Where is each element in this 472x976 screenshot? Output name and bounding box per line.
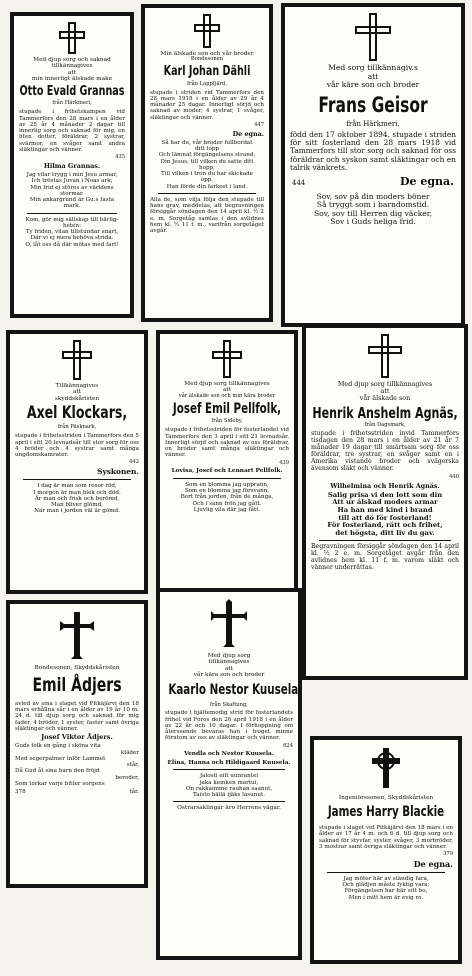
ornate-cross-icon — [57, 610, 97, 662]
notice-poem — [19, 172, 125, 210]
notice-header-line: Med djup sorg — [207, 653, 251, 659]
notice-intro: min innerligt älskade make — [31, 76, 113, 83]
poem-line: Med segerpalmer inför Lammet — [15, 755, 106, 762]
divider — [173, 801, 285, 802]
poem-line: tår. — [129, 789, 139, 796]
notice-number: 447 — [254, 121, 264, 128]
notice-signer: De egna. — [413, 858, 453, 869]
deceased-name: Henrik Anshelm Agnäs, — [312, 403, 458, 422]
notice-header-line: att — [367, 71, 379, 81]
poem-line: Min frid ej störes av världens — [30, 184, 114, 191]
notice-origin: från Dagsmark, — [364, 422, 406, 429]
notice-header-line: Med sorg tillkännagiv.s — [328, 63, 418, 72]
notice-header-line: vår kära son och broder — [193, 672, 265, 679]
poem-line: On rakkaimme rauhan saanut, — [185, 785, 273, 792]
notice-body: stupade i frihetsstriden för fosterlandet vid Tammerfors den 3 april i sitt 21 levnadsår. Innerligt sörjd och saknad av oss föräldrar, en broder samt många släktingar och vänner. — [165, 427, 289, 459]
notice-poem — [290, 193, 456, 227]
notice-signer: Vendla och Nestor Kuusela. — [184, 751, 274, 758]
divider — [27, 213, 117, 214]
poem-line: Förgängelsen har här sitt bo, — [344, 888, 428, 895]
death-notice-grannas — [10, 12, 134, 318]
notice-body: stupade i frihetskampen vid Tammerfors den 28 mars i en ålder av 25 år 4 månader 2 dagar till innerlig sorg och saknad för mig, en liten dotter, föräldrar, 2 systrar, svärmor, en svåger samt andra släktingar och vänner. — [19, 109, 125, 153]
poem-line: till att dö för fosterland! — [338, 513, 432, 522]
poem-line: Guds folk en gång i sköna vita — [15, 743, 101, 750]
poem-line: I dag är man som rosor röd, — [37, 483, 117, 490]
notice-header-line: att — [224, 665, 234, 672]
poem-line: Men i mitt hem är evig ro. — [348, 894, 424, 901]
notice-header-line: vår käre son och broder — [326, 80, 420, 89]
poem-line: Att ur älskad moders armar — [332, 498, 438, 507]
divider — [327, 872, 445, 873]
poem-line: ditt lopp — [195, 146, 219, 153]
notice-body: född den 17 oktober 1894, stupade i striden för sitt fosterland den 28 mars 1918 vid Tammerfors till stor sorg och saknad för oss föräldrar och syskon samt släktingar och en talrik vänkrets. — [290, 129, 456, 172]
notice-signer-2: Elina, Hanna och Hildigaard Kuusela. — [167, 759, 291, 766]
notice-footer: Begravningen försiggår söndagen den 14 april kl. ½ 2 e. m. Sorgetåget avgår från den avlidnes hem kl. 11 f. m. varom släkt och vänner underrättas. — [311, 543, 459, 572]
notice-poem — [19, 217, 125, 248]
cross-icon — [62, 340, 92, 380]
poem-line: jaka kemken martui, — [199, 779, 259, 786]
notice-header-line: Med djup sorg tillkännagives — [337, 380, 433, 388]
notice-footer: Alla de, som vilja följa den stupade till hans grav, meddelas, att begravningen försiggår söndagen den 14 april kl. ½ 2 e. m. Sorgetåg samlas i den avlidnes hem kl. ½ 11 f. m., varifrån sorgetåget avgår. — [150, 196, 264, 235]
notice-origin: från Skaftung, — [210, 701, 248, 708]
poem-line: Ty friden, vilan tillstundar snart, — [25, 229, 119, 236]
poem-line: Kom, gör mig sällskap till härlig- — [25, 216, 119, 223]
notice-header-line: tillkännagives — [51, 63, 93, 70]
death-notice-kuusela — [156, 588, 302, 960]
notice-origin: från Päsknark, — [57, 424, 97, 431]
poem-line: Ha han med kind i brand — [337, 505, 433, 514]
notice-header-line: Bondesonen, Skyddskåristen — [34, 665, 120, 671]
poem-line: Jag vilar trygg i min Jesu armar, — [26, 172, 118, 179]
deceased-name: Axel Klockars, — [26, 403, 128, 424]
notice-number: 378 — [15, 789, 26, 796]
notice-signer: Lovisa, Josef och Lennart Pellfolk. — [171, 468, 283, 475]
poem-line: Bort från jorden, från de många, — [180, 494, 274, 501]
notice-number: 439 — [279, 459, 289, 466]
divider — [23, 479, 131, 480]
poem-line: Som en blomma jag upprann, — [185, 481, 269, 488]
notice-body: stupade i hjältemodig strid för fosterlandets frihet vid Foros den 26 april 1918 i en ålder av 22 år och 10 dagar. I förhoppning om återseende bevaras han i troget minne förutom av oss av släktingar och vänner. — [165, 710, 293, 742]
poem-line: Till vilken i tron du har skickade — [160, 171, 254, 178]
notice-body: stupade i slaget vid Pitkäjärvi den 18 mars i en ålder av 17 år 4 m. och 6 d. till djup sorg och saknad för styvfar, syster, svåger, 3 morbröder, 3 mostrar samt övriga släktingar och vänner. — [319, 825, 453, 850]
death-notice-geisor — [281, 3, 465, 327]
poem-line: stormar. — [60, 190, 84, 197]
notice-header-line: Min älskade son och vår broder — [160, 51, 254, 57]
death-notice-adjers — [6, 600, 148, 888]
notice-signer: De egna. — [232, 129, 264, 138]
notice-signer: De egna. — [399, 175, 454, 189]
poem-line: opp, — [200, 177, 214, 184]
poem-line: Som torkar varje bitter sorgens — [15, 780, 105, 787]
poem-line: hopp, — [199, 164, 215, 171]
poem-line: O, låt oss då där mötas med fart! — [25, 241, 119, 248]
notice-signer: Syskonen. — [97, 467, 139, 477]
poem-line: Sov, sov till Herren dig väcker, — [313, 208, 433, 218]
poem-line: Så tryggt som i barndomstid. — [316, 200, 430, 210]
notice-origin: från Lappfjärd, — [187, 80, 227, 87]
notice-header-line: skyddskåristen — [54, 395, 100, 402]
notice-header-line: att — [72, 389, 82, 396]
poem-line: Ich tröstas Juvan i Noas ark; — [31, 178, 113, 185]
notice-header-line: att — [380, 387, 390, 396]
poem-line: Där vi ej mera behöva strida. — [30, 235, 114, 242]
poem-line: Och glädjen måste fyktig vara; — [342, 882, 430, 889]
poem-line: I morgon är man blek och död. — [33, 489, 121, 496]
notice-number: 624 — [283, 742, 293, 749]
notice-signer: Wilhelmina och Henrik Agnäs. — [330, 481, 440, 490]
notice-number: 440 — [449, 473, 459, 480]
notice-body: stupade i frihetsstriden i Tammerfors den 5 april i sitt 20 levnadsår till stor sorg för oss 4 bröder och 4 systrar samt många ungdomskamrater. — [15, 433, 139, 459]
notice-header-line: att — [222, 387, 232, 394]
notice-poem — [319, 876, 453, 901]
notice-origin: från Härkmeri, — [346, 120, 400, 129]
cross-icon — [212, 340, 242, 378]
death-notice-dahli — [141, 4, 273, 322]
notice-number: 379 — [443, 851, 453, 858]
notice-poem — [15, 483, 139, 514]
death-notice-klockars — [6, 330, 148, 594]
poem-line: Som en blomma jag försvann, — [184, 488, 270, 495]
notice-poem — [15, 743, 139, 787]
notice-header-line: Med djup sorg tillkännagives — [184, 381, 270, 387]
cross-icon — [59, 22, 85, 54]
death-notice-agnas — [302, 324, 468, 680]
poem-line: mark. — [63, 203, 81, 210]
notice-signer: Josef Viktor Ådjers. — [41, 733, 113, 741]
notice-footer: Ostrarsaklingar äro Herrens vägar. — [177, 805, 281, 812]
deceased-name: Josef Emil Pellfolk, — [172, 400, 282, 417]
deceased-name: Emil Ådjers — [32, 674, 122, 697]
poem-line: Sov, sov på din moders böner — [316, 191, 430, 201]
notice-header-line: vår älskade son — [359, 394, 411, 403]
notice-header-line: Tillkännagives — [55, 383, 99, 389]
poem-line: Man bliver glömd, — [51, 502, 103, 509]
notice-header-line: att — [67, 69, 77, 76]
deceased-name: Otto Evald Grannas — [19, 83, 125, 99]
poem-line: Och lämnat förgängelsens strand. — [158, 152, 256, 159]
divider — [173, 769, 285, 770]
notice-signer: Hilma Grannas. — [43, 161, 101, 170]
cross-icon — [194, 14, 220, 48]
poem-line: Då Gud åt sina barn den fröjd — [15, 768, 100, 775]
poem-line: kläder — [120, 749, 139, 756]
poem-line: Jalosti eilt uunrantei — [199, 773, 259, 780]
poem-line: står, — [126, 762, 139, 769]
notice-number: 442 — [129, 459, 139, 466]
divider — [173, 478, 281, 479]
poem-line: Min ankargrund är Gu:s fasta — [29, 197, 115, 204]
poem-line: När man i jorden väl är gömd. — [34, 508, 120, 515]
cross-icon — [355, 13, 391, 61]
poem-line: Jag möter här av ständig fara, — [343, 875, 429, 882]
poem-line: Taisto häilä ijäks lasunut. — [192, 792, 266, 799]
poem-line: Din Jesus, till vilken du satte ditt — [160, 158, 254, 165]
poem-line: För fosterland, rätt och frihet, — [327, 521, 443, 530]
death-notice-blackie — [310, 736, 462, 964]
notice-poem — [311, 492, 459, 538]
notice-subheader: Bondesonen — [190, 56, 224, 63]
poem-line: bereder, — [115, 774, 139, 781]
notice-body: stupade i striden vid Tammerfors den 28 mars 1918 i en ålder av 29 år 4 månader 25 dagar. Innerligt sörjd och saknad av moder, 4 systrar, 1 svåger, släktingar och vänner. — [150, 89, 264, 121]
poem-line: heten: — [63, 222, 81, 229]
notice-header-line: vår älskade son och min kära broder — [178, 392, 276, 399]
notice-origin: från Sideby, — [211, 418, 243, 425]
notice-header-line: Ingeniörssonen, Skyddskåristen — [338, 795, 434, 801]
notice-number: 444 — [292, 179, 306, 188]
notice-body: stupade i frihetsstriden invid Tammerfors tisdagen den 28 mars i en ålder av 21 år 7 månader 19 dagar till smärtsam sorg för oss föräldrar, tre systrar, en svåger samt en i Amerika vistande broder och svägerska ävensom släkt och vänner. — [311, 430, 459, 472]
poem-line: Han förde din farkost i land. — [166, 183, 248, 190]
poem-line: det högsta, ditt liv du gav. — [335, 528, 435, 537]
poem-line: Är man och frisk och berömd, — [34, 495, 120, 502]
notice-number: 435 — [115, 154, 125, 161]
notice-header-line: tillkännagives — [208, 659, 250, 666]
notice-origin: från Härkmeri, — [52, 100, 92, 107]
notice-poem — [165, 773, 293, 798]
poem-line: Sov i Guds heliga frid. — [330, 217, 416, 227]
deceased-name: Karl Johan Dähli — [163, 64, 251, 80]
deceased-name: James Harry Blackie — [327, 804, 445, 821]
poem-line: Så har du, vår broder fullbordat — [161, 139, 253, 146]
ornate-cross-icon — [209, 598, 249, 650]
divider — [319, 540, 451, 541]
death-notice-pellfolk — [156, 330, 298, 592]
notice-header-line: Med djup sorg och saknad — [33, 57, 111, 63]
cross-icon — [368, 334, 402, 378]
notice-body: avled av sina i slaget vid Pitkäjärvi den 18 mars erhållna sår i en ålder av 19 år 10 m. 24 d. till djup sorg och saknad för mig fader, 4 bröder, 1 syster, faster samt övriga släktingar och vänner. — [15, 700, 139, 732]
notice-poem — [150, 140, 264, 190]
poem-line: Salig prisa vi den lott som din — [327, 490, 443, 499]
deceased-name: Kaarlo Nestor Kuusela — [168, 681, 299, 698]
notice-poem — [165, 482, 289, 513]
ornate-cross-icon — [368, 746, 404, 792]
deceased-name: Frans Geisor — [318, 92, 428, 117]
poem-line: Ljuvlig vila där jag fått. — [193, 506, 261, 513]
poem-line: Och i sann frön jag gått. — [192, 500, 262, 507]
divider — [158, 193, 256, 194]
